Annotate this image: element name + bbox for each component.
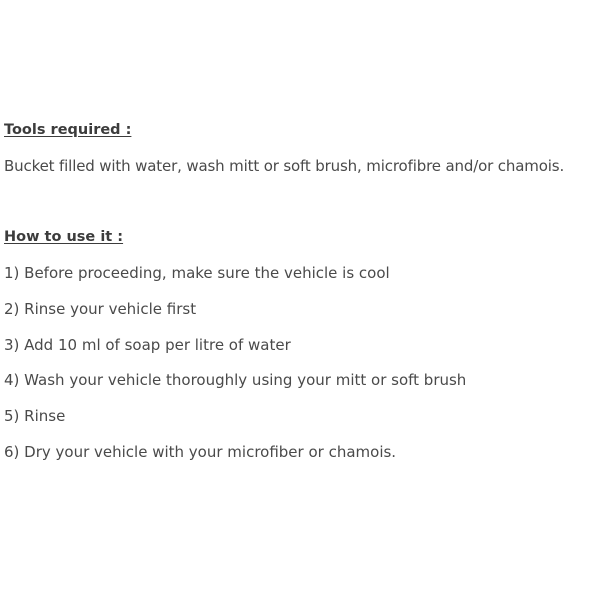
step-1: 1) Before proceeding, make sure the vehicle is cool [4,264,390,282]
how-to-use-heading: How to use it : [4,229,124,245]
tools-required-heading: Tools required : [4,122,132,138]
step-6: 6) Dry your vehicle with your microfiber or chamois. [4,442,397,461]
step-5: 5) Rinse [4,407,66,426]
how-to-use-steps-list [4,264,466,479]
tools-required-text: Bucket filled with water, wash mitt or soft brush, microfibre and/or chamois. [4,157,565,175]
step-3: 3) Add 10 ml of soap per litre of water [4,335,291,354]
step-4: 4) Wash your vehicle thoroughly using your mitt or soft brush [4,371,467,390]
step-2: 2) Rinse your vehicle first [4,299,197,318]
